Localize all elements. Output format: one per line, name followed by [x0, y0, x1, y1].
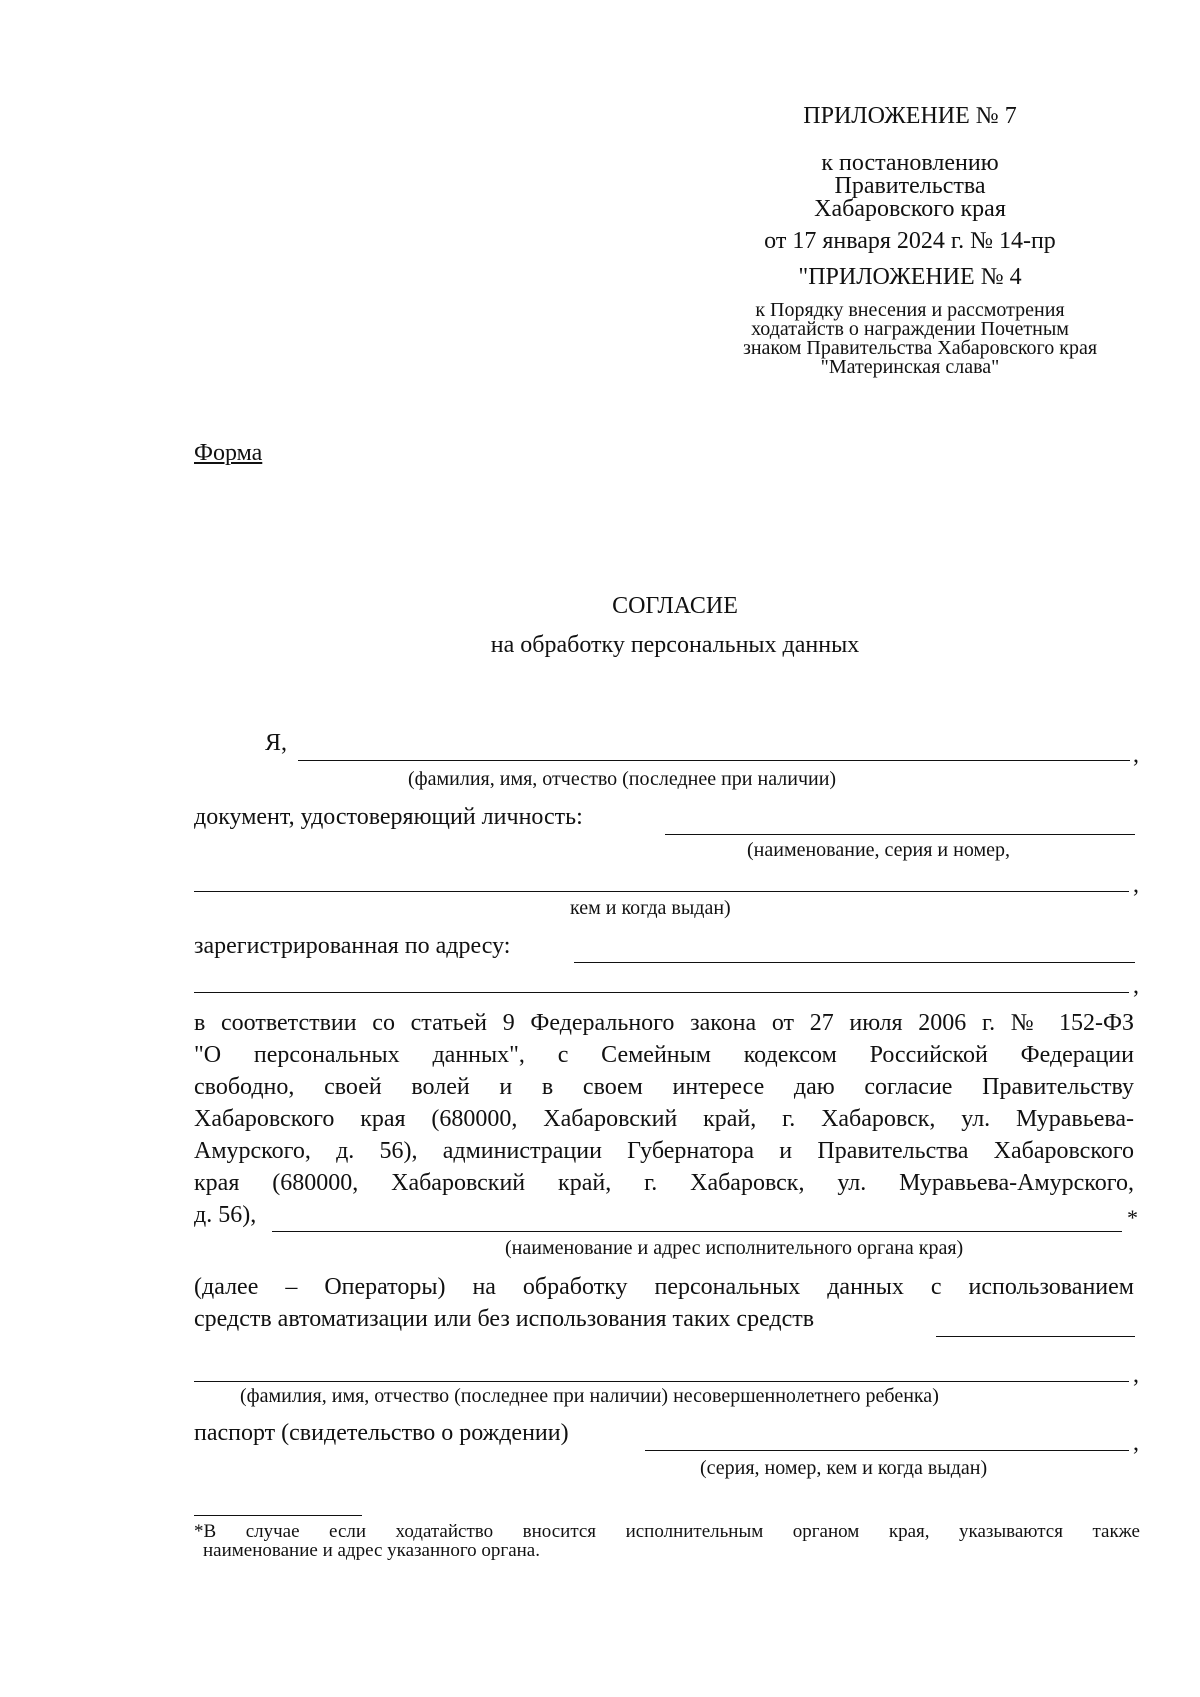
child-fio-caption: (фамилия, имя, отчество (последнее при наличии) несовершеннолетнего ребенка): [240, 1385, 939, 1407]
order-line1: к Порядку внесения и рассмотрения: [755, 299, 1065, 321]
id-document-label: документ, удостоверяющий личность:: [194, 804, 583, 830]
operators-line-1: (далее – Операторы) на обработку персональных данных с использованием: [194, 1274, 1134, 1300]
footnote-line-2: наименование и адрес указанного органа.: [203, 1540, 540, 1561]
id-document-input-line-2[interactable]: [194, 891, 1129, 892]
operators-line-2: средств автоматизации или без использования таких средств: [194, 1306, 815, 1332]
address-input-line[interactable]: [574, 962, 1135, 963]
fio-caption: (фамилия, имя, отчество (последнее при наличии): [408, 768, 837, 790]
form-label: Форма: [194, 440, 263, 466]
operators-input-line[interactable]: [936, 1336, 1135, 1337]
id-document-caption: (наименование, серия и номер,: [747, 839, 1010, 861]
child-fio-input-line[interactable]: [194, 1381, 1129, 1382]
appendix-7-title: ПРИЛОЖЕНИЕ № 7: [803, 103, 1017, 129]
body-line-1: в соответствии со статьей 9 Федерального закона от 27 июля 2006 г. № 152-ФЗ: [194, 1010, 1134, 1036]
address-label: зарегистрированная по адресу:: [194, 933, 511, 959]
passport-input-line[interactable]: [645, 1450, 1129, 1451]
appendix-4-title: "ПРИЛОЖЕНИЕ № 4: [798, 264, 1022, 290]
child-comma: ,: [1133, 1362, 1139, 1388]
body-line-2: "О персональных данных", с Семейным кодексом Российской Федерации: [194, 1042, 1134, 1068]
body-line-6: края (680000, Хабаровский край, г. Хабаровск, ул. Муравьева-Амурского,: [194, 1170, 1134, 1196]
to-resolution: к постановлению: [821, 150, 999, 176]
document-title: СОГЛАСИЕ: [612, 593, 738, 619]
id-document-comma: ,: [1133, 872, 1139, 898]
id-document-caption-2: кем и когда выдан): [570, 897, 731, 919]
fio-comma: ,: [1133, 742, 1139, 768]
government: Правительства: [834, 173, 986, 199]
footnote-separator: [194, 1515, 362, 1516]
passport-label: паспорт (свидетельство о рождении): [194, 1420, 569, 1446]
body-line-4: Хабаровского края (680000, Хабаровский край, г. Хабаровск, ул. Муравьева-: [194, 1106, 1134, 1132]
body-line-7: д. 56),: [194, 1202, 257, 1228]
passport-comma: ,: [1133, 1430, 1139, 1456]
khabarovsk-region: Хабаровского края: [814, 196, 1006, 222]
body-line-5: Амурского, д. 56), администрации Губернатора и Правительства Хабаровского: [194, 1138, 1134, 1164]
body-line-3: свободно, своей волей и в своем интересе даю согласие Правительству: [194, 1074, 1134, 1100]
order-line4: "Материнская слава": [820, 356, 1000, 378]
address-comma: ,: [1133, 973, 1139, 999]
footnote-line-1: *В случае если ходатайство вносится исполнительным органом края, указываются также: [194, 1521, 1140, 1542]
fio-input-line[interactable]: [298, 760, 1130, 761]
footnote-asterisk: *: [1127, 1205, 1138, 1230]
document-subtitle: на обработку персональных данных: [490, 632, 860, 658]
passport-caption: (серия, номер, кем и когда выдан): [700, 1457, 988, 1479]
order-line3: знаком Правительства Хабаровского края: [742, 337, 1098, 359]
organ-input-line[interactable]: [272, 1231, 1122, 1232]
order-line2: ходатайств о награждении Почетным: [751, 318, 1069, 340]
resolution-date: от 17 января 2024 г. № 14-пр: [764, 228, 1056, 254]
organ-caption: (наименование и адрес исполнительного органа края): [505, 1237, 964, 1259]
id-document-input-line[interactable]: [665, 834, 1135, 835]
address-input-line-2[interactable]: [194, 992, 1129, 993]
ya-label: Я,: [265, 730, 288, 756]
